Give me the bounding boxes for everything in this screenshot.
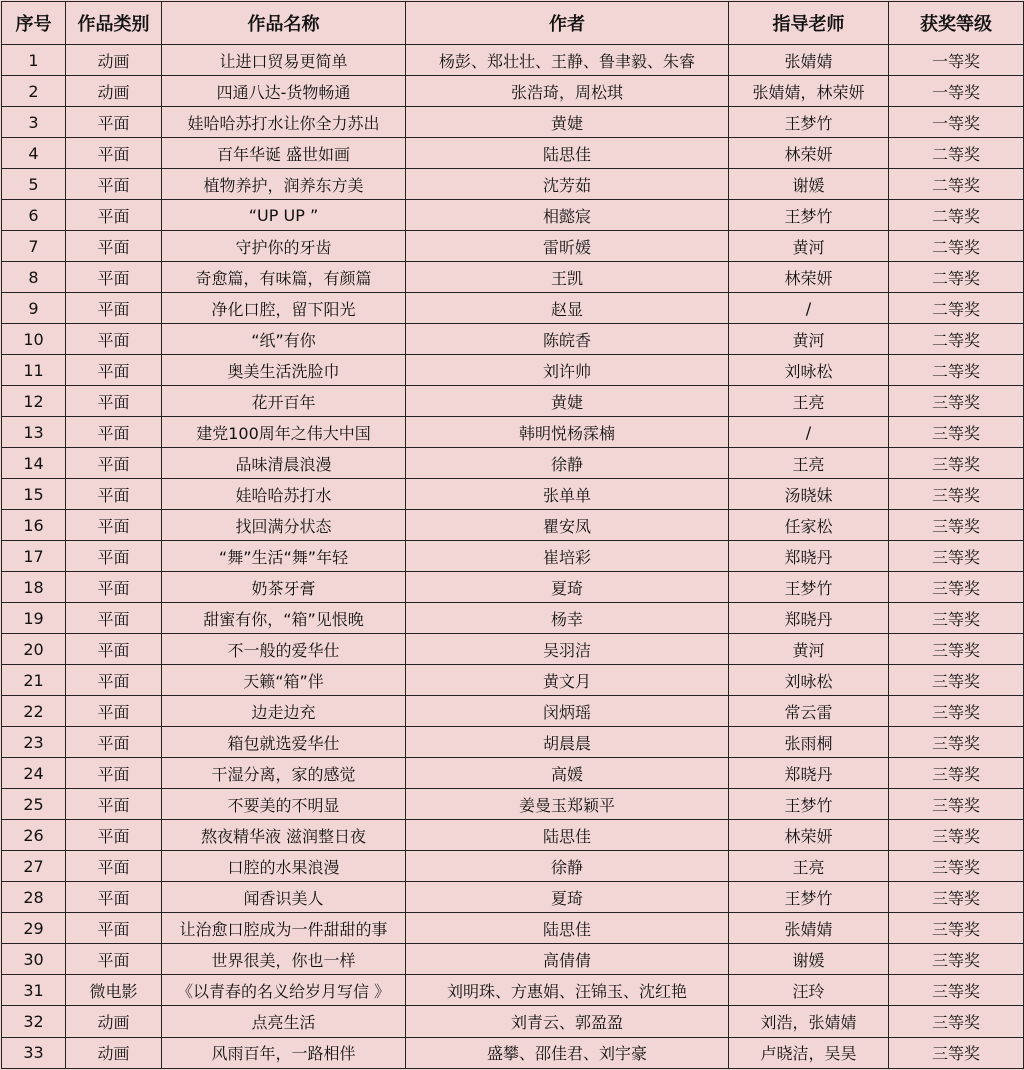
header-advisor: 指导老师	[729, 2, 889, 45]
cell-index: 4	[2, 138, 66, 169]
cell-advisor: 王亮	[729, 448, 889, 479]
cell-title: 天籁“箱”伴	[162, 665, 406, 696]
cell-award: 二等奖	[889, 355, 1024, 386]
cell-title: 熬夜精华液 滋润整日夜	[162, 820, 406, 851]
cell-award: 三等奖	[889, 572, 1024, 603]
cell-index: 18	[2, 572, 66, 603]
cell-category: 平面	[66, 417, 162, 448]
cell-author: 刘明珠、方惠娟、汪锦玉、沈红艳	[406, 975, 729, 1006]
cell-advisor: 黄河	[729, 231, 889, 262]
cell-index: 11	[2, 355, 66, 386]
cell-award: 二等奖	[889, 200, 1024, 231]
cell-advisor: 王梦竹	[729, 200, 889, 231]
cell-index: 19	[2, 603, 66, 634]
cell-advisor: 卢晓洁，吴昊	[729, 1037, 889, 1069]
cell-author: 崔培彩	[406, 541, 729, 572]
table-row	[2, 634, 1024, 665]
table-row	[2, 169, 1024, 200]
cell-author: 姜曼玉郑颖平	[406, 789, 729, 820]
cell-category: 平面	[66, 355, 162, 386]
cell-award: 三等奖	[889, 541, 1024, 572]
cell-index: 27	[2, 851, 66, 882]
table-row	[2, 138, 1024, 169]
cell-award: 三等奖	[889, 913, 1024, 944]
cell-advisor: 张婧婧	[729, 45, 889, 76]
cell-award: 一等奖	[889, 107, 1024, 138]
table-row	[2, 1006, 1024, 1037]
cell-award: 三等奖	[889, 758, 1024, 789]
table-row	[2, 355, 1024, 386]
cell-category: 平面	[66, 138, 162, 169]
cell-award: 三等奖	[889, 944, 1024, 975]
cell-award: 二等奖	[889, 169, 1024, 200]
table-row	[2, 820, 1024, 851]
cell-category: 平面	[66, 231, 162, 262]
table-row	[2, 417, 1024, 448]
cell-advisor: 郑晓丹	[729, 758, 889, 789]
cell-category: 平面	[66, 572, 162, 603]
cell-author: 赵显	[406, 293, 729, 324]
cell-author: 张浩琦，周松琪	[406, 76, 729, 107]
cell-title: 甜蜜有你，“箱”见恨晚	[162, 603, 406, 634]
cell-author: 吴羽洁	[406, 634, 729, 665]
cell-index: 22	[2, 696, 66, 727]
cell-category: 平面	[66, 386, 162, 417]
cell-category: 平面	[66, 789, 162, 820]
cell-award: 三等奖	[889, 634, 1024, 665]
cell-index: 15	[2, 479, 66, 510]
cell-advisor: 林荣妍	[729, 820, 889, 851]
cell-title: 闻香识美人	[162, 882, 406, 913]
cell-advisor: 刘浩，张婧婧	[729, 1006, 889, 1037]
cell-advisor: /	[729, 417, 889, 448]
cell-advisor: 王梦竹	[729, 572, 889, 603]
table-row	[2, 882, 1024, 913]
cell-advisor: 王亮	[729, 386, 889, 417]
cell-category: 平面	[66, 820, 162, 851]
cell-author: 刘许帅	[406, 355, 729, 386]
cell-title: 世界很美，你也一样	[162, 944, 406, 975]
cell-advisor: 王梦竹	[729, 882, 889, 913]
cell-index: 12	[2, 386, 66, 417]
cell-category: 平面	[66, 727, 162, 758]
cell-category: 动画	[66, 1006, 162, 1037]
cell-author: 雷昕媛	[406, 231, 729, 262]
cell-index: 17	[2, 541, 66, 572]
cell-index: 13	[2, 417, 66, 448]
table-row	[2, 572, 1024, 603]
cell-category: 平面	[66, 851, 162, 882]
cell-advisor: 王梦竹	[729, 107, 889, 138]
cell-title: 不一般的爱华仕	[162, 634, 406, 665]
cell-index: 26	[2, 820, 66, 851]
cell-category: 平面	[66, 510, 162, 541]
cell-advisor: 汪玲	[729, 975, 889, 1006]
table-row	[2, 541, 1024, 572]
cell-award: 三等奖	[889, 1006, 1024, 1037]
table-row	[2, 758, 1024, 789]
cell-category: 平面	[66, 541, 162, 572]
cell-author: 韩明悦杨霂楠	[406, 417, 729, 448]
cell-index: 14	[2, 448, 66, 479]
cell-advisor: 张婧婧	[729, 913, 889, 944]
cell-title: “UP UP ”	[162, 200, 406, 231]
table-row	[2, 851, 1024, 882]
cell-category: 平面	[66, 324, 162, 355]
table-row	[2, 200, 1024, 231]
cell-index: 20	[2, 634, 66, 665]
cell-title: 四通八达-货物畅通	[162, 76, 406, 107]
cell-title: 娃哈哈苏打水让你全力苏出	[162, 107, 406, 138]
cell-index: 1	[2, 45, 66, 76]
cell-title: 娃哈哈苏打水	[162, 479, 406, 510]
cell-index: 25	[2, 789, 66, 820]
cell-index: 16	[2, 510, 66, 541]
table-row	[2, 324, 1024, 355]
cell-title: 奇愈篇，有味篇，有颜篇	[162, 262, 406, 293]
cell-advisor: 刘咏松	[729, 665, 889, 696]
cell-title: 《以青春的名义给岁月写信 》	[162, 975, 406, 1006]
cell-title: 箱包就选爱华仕	[162, 727, 406, 758]
table-row	[2, 944, 1024, 975]
cell-advisor: /	[729, 293, 889, 324]
table-body	[2, 45, 1024, 1069]
cell-award: 三等奖	[889, 1037, 1024, 1069]
header-row	[2, 2, 1024, 45]
cell-category: 平面	[66, 913, 162, 944]
cell-award: 三等奖	[889, 975, 1024, 1006]
cell-advisor: 郑晓丹	[729, 541, 889, 572]
cell-author: 黄文月	[406, 665, 729, 696]
cell-advisor: 谢媛	[729, 944, 889, 975]
cell-category: 平面	[66, 479, 162, 510]
cell-index: 30	[2, 944, 66, 975]
cell-title: 百年华诞 盛世如画	[162, 138, 406, 169]
cell-award: 三等奖	[889, 851, 1024, 882]
cell-category: 平面	[66, 293, 162, 324]
cell-author: 陈皖香	[406, 324, 729, 355]
cell-advisor: 张婧婧，林荣妍	[729, 76, 889, 107]
cell-advisor: 汤晓妹	[729, 479, 889, 510]
cell-author: 沈芳茹	[406, 169, 729, 200]
cell-category: 动画	[66, 76, 162, 107]
cell-category: 动画	[66, 1037, 162, 1069]
cell-title: 让治愈口腔成为一件甜甜的事	[162, 913, 406, 944]
header-category: 作品类别	[66, 2, 162, 45]
cell-category: 平面	[66, 944, 162, 975]
cell-author: 盛攀、邵佳君、刘宇豪	[406, 1037, 729, 1069]
header-index: 序号	[2, 2, 66, 45]
cell-advisor: 林荣妍	[729, 262, 889, 293]
cell-title: 让进口贸易更简单	[162, 45, 406, 76]
cell-index: 24	[2, 758, 66, 789]
cell-award: 二等奖	[889, 138, 1024, 169]
cell-advisor: 王梦竹	[729, 789, 889, 820]
cell-category: 平面	[66, 448, 162, 479]
cell-index: 28	[2, 882, 66, 913]
cell-author: 徐静	[406, 851, 729, 882]
cell-title: 口腔的水果浪漫	[162, 851, 406, 882]
cell-title: “舞”生活“舞”年轻	[162, 541, 406, 572]
cell-advisor: 林荣妍	[729, 138, 889, 169]
cell-award: 三等奖	[889, 510, 1024, 541]
table-row	[2, 789, 1024, 820]
cell-author: 黄婕	[406, 386, 729, 417]
cell-index: 23	[2, 727, 66, 758]
cell-title: 点亮生活	[162, 1006, 406, 1037]
cell-award: 三等奖	[889, 386, 1024, 417]
cell-award: 三等奖	[889, 820, 1024, 851]
cell-title: 奥美生活洗脸巾	[162, 355, 406, 386]
cell-award: 三等奖	[889, 603, 1024, 634]
cell-title: 奶茶牙膏	[162, 572, 406, 603]
cell-index: 9	[2, 293, 66, 324]
cell-award: 三等奖	[889, 696, 1024, 727]
cell-author: 徐静	[406, 448, 729, 479]
cell-advisor: 黄河	[729, 324, 889, 355]
cell-index: 32	[2, 1006, 66, 1037]
cell-author: 陆思佳	[406, 820, 729, 851]
table-row	[2, 448, 1024, 479]
cell-category: 平面	[66, 882, 162, 913]
cell-index: 2	[2, 76, 66, 107]
table-row	[2, 76, 1024, 107]
cell-advisor: 任家松	[729, 510, 889, 541]
cell-category: 平面	[66, 262, 162, 293]
cell-index: 8	[2, 262, 66, 293]
cell-title: 边走边充	[162, 696, 406, 727]
cell-advisor: 谢媛	[729, 169, 889, 200]
table-row	[2, 293, 1024, 324]
cell-title: “纸”有你	[162, 324, 406, 355]
cell-index: 29	[2, 913, 66, 944]
table-row	[2, 107, 1024, 138]
cell-award: 三等奖	[889, 479, 1024, 510]
table-row	[2, 510, 1024, 541]
cell-advisor: 黄河	[729, 634, 889, 665]
cell-author: 闵炳瑶	[406, 696, 729, 727]
cell-author: 高倩倩	[406, 944, 729, 975]
cell-index: 6	[2, 200, 66, 231]
cell-author: 刘青云、郭盈盈	[406, 1006, 729, 1037]
cell-author: 夏琦	[406, 882, 729, 913]
header-award: 获奖等级	[889, 2, 1024, 45]
cell-category: 平面	[66, 758, 162, 789]
table-row	[2, 975, 1024, 1006]
table-row	[2, 913, 1024, 944]
cell-index: 5	[2, 169, 66, 200]
cell-author: 瞿安凤	[406, 510, 729, 541]
cell-award: 一等奖	[889, 76, 1024, 107]
cell-author: 高媛	[406, 758, 729, 789]
cell-title: 风雨百年，一路相伴	[162, 1037, 406, 1069]
cell-award: 三等奖	[889, 448, 1024, 479]
cell-award: 三等奖	[889, 882, 1024, 913]
cell-award: 二等奖	[889, 231, 1024, 262]
table-row	[2, 665, 1024, 696]
cell-index: 33	[2, 1037, 66, 1069]
cell-author: 夏琦	[406, 572, 729, 603]
cell-title: 植物养护，润养东方美	[162, 169, 406, 200]
cell-index: 7	[2, 231, 66, 262]
cell-category: 微电影	[66, 975, 162, 1006]
cell-award: 三等奖	[889, 417, 1024, 448]
cell-author: 张单单	[406, 479, 729, 510]
table-row	[2, 727, 1024, 758]
cell-advisor: 刘咏松	[729, 355, 889, 386]
cell-author: 杨彭、郑壮壮、王静、鲁聿毅、朱睿	[406, 45, 729, 76]
cell-title: 干湿分离，家的感觉	[162, 758, 406, 789]
table-row	[2, 1037, 1024, 1069]
table-row	[2, 386, 1024, 417]
cell-author: 陆思佳	[406, 913, 729, 944]
cell-advisor: 常云雷	[729, 696, 889, 727]
cell-index: 3	[2, 107, 66, 138]
cell-category: 平面	[66, 107, 162, 138]
table-row	[2, 262, 1024, 293]
cell-category: 平面	[66, 665, 162, 696]
cell-author: 陆思佳	[406, 138, 729, 169]
cell-title: 不要美的不明显	[162, 789, 406, 820]
header-author: 作者	[406, 2, 729, 45]
cell-award: 三等奖	[889, 789, 1024, 820]
cell-title: 净化口腔，留下阳光	[162, 293, 406, 324]
cell-title: 品味清晨浪漫	[162, 448, 406, 479]
award-table	[1, 1, 1024, 1069]
table-row	[2, 696, 1024, 727]
cell-index: 21	[2, 665, 66, 696]
cell-advisor: 郑晓丹	[729, 603, 889, 634]
table-row	[2, 45, 1024, 76]
cell-title: 建党100周年之伟大中国	[162, 417, 406, 448]
cell-award: 三等奖	[889, 665, 1024, 696]
cell-award: 二等奖	[889, 324, 1024, 355]
cell-index: 31	[2, 975, 66, 1006]
table-row	[2, 231, 1024, 262]
cell-category: 平面	[66, 603, 162, 634]
cell-author: 胡晨晨	[406, 727, 729, 758]
cell-category: 平面	[66, 696, 162, 727]
table-row	[2, 603, 1024, 634]
cell-author: 相懿宸	[406, 200, 729, 231]
cell-category: 平面	[66, 634, 162, 665]
cell-author: 杨幸	[406, 603, 729, 634]
cell-author: 黄婕	[406, 107, 729, 138]
cell-author: 王凯	[406, 262, 729, 293]
cell-title: 花开百年	[162, 386, 406, 417]
table-row	[2, 479, 1024, 510]
cell-award: 一等奖	[889, 45, 1024, 76]
cell-award: 二等奖	[889, 293, 1024, 324]
cell-advisor: 王亮	[729, 851, 889, 882]
cell-category: 平面	[66, 169, 162, 200]
cell-index: 10	[2, 324, 66, 355]
cell-award: 三等奖	[889, 727, 1024, 758]
cell-award: 二等奖	[889, 262, 1024, 293]
cell-title: 找回满分状态	[162, 510, 406, 541]
cell-title: 守护你的牙齿	[162, 231, 406, 262]
header-title: 作品名称	[162, 2, 406, 45]
cell-category: 平面	[66, 200, 162, 231]
cell-category: 动画	[66, 45, 162, 76]
cell-advisor: 张雨桐	[729, 727, 889, 758]
